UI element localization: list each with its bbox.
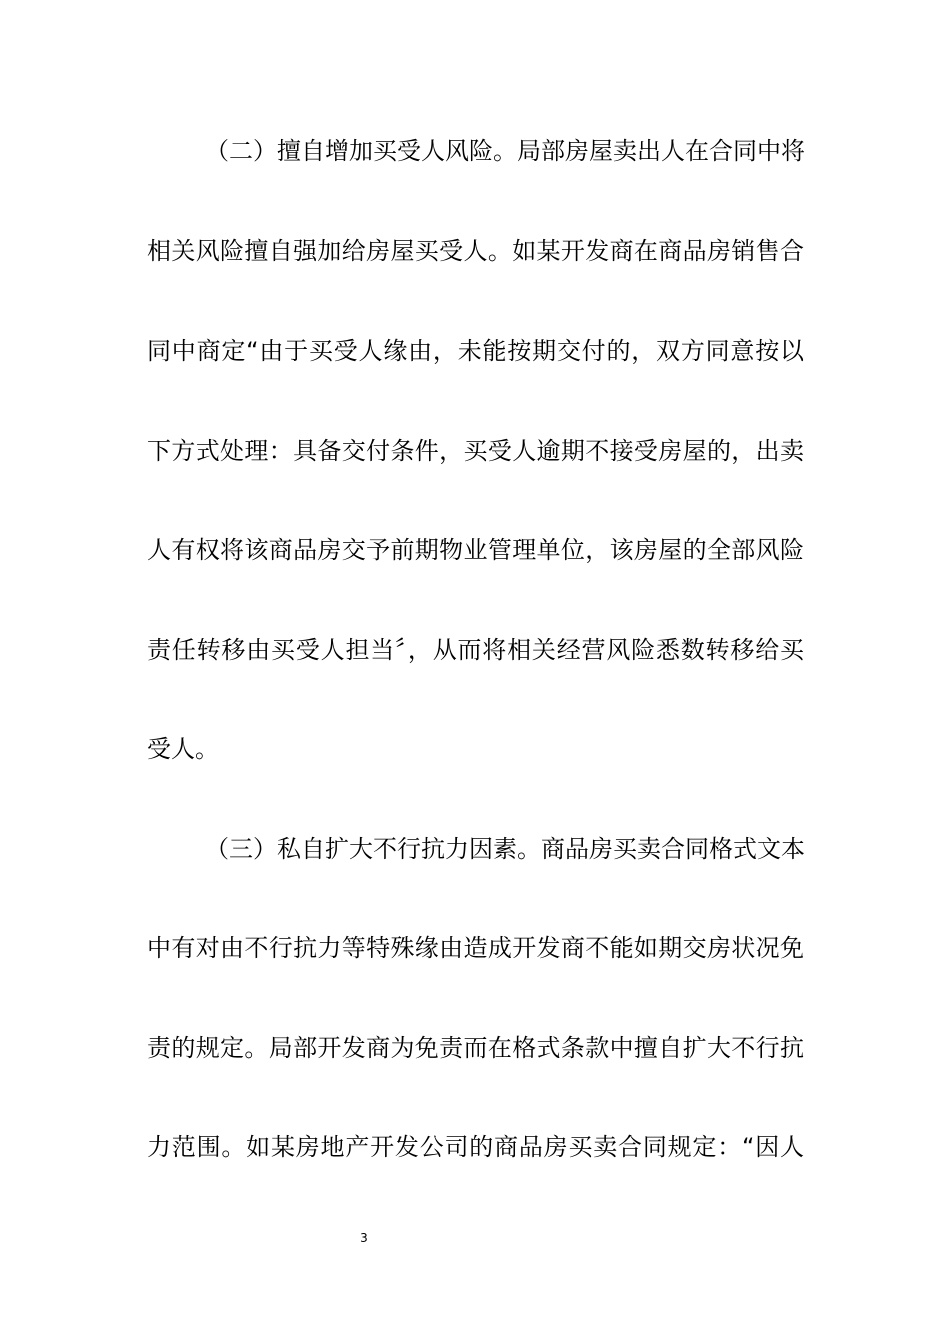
paragraph-1-line-7: 受人。 — [147, 735, 219, 763]
paragraph-2-line-3: 责的规定。局部开发商为免责而在格式条款中擅自扩大不行抗 — [147, 1034, 804, 1062]
paragraph-1-line-1: （二）擅自增加买受人风险。局部房屋卖出人在合同中将 — [205, 137, 805, 165]
paragraph-2-line-2: 中有对由不行抗力等特殊缘由造成开发商不能如期交房状况免 — [147, 934, 804, 962]
paragraph-1-line-5: 人有权将该商品房交予前期物业管理单位，该房屋的全部风险 — [147, 536, 804, 564]
paragraph-2-line-1: （三）私自扩大不行抗力因素。商品房买卖合同格式文本 — [205, 835, 805, 863]
paragraph-1-line-3: 同中商定“由于买受人缘由，未能按期交付的，双方同意按以 — [147, 337, 804, 365]
page-number: 3 — [360, 1231, 368, 1245]
paragraph-1-line-4: 下方式处理：具备交付条件，买受人逾期不接受房屋的，出卖 — [147, 437, 804, 465]
paragraph-1-line-2: 相关风险擅自强加给房屋买受人。如某开发商在商品房销售合 — [147, 237, 804, 265]
paragraph-2-line-4: 力范围。如某房地产开发公司的商品房买卖合同规定：“因人 — [147, 1133, 804, 1161]
paragraph-1-line-6: 责任转移由买受人担当〞，从而将相关经营风险悉数转移给买 — [147, 636, 804, 664]
